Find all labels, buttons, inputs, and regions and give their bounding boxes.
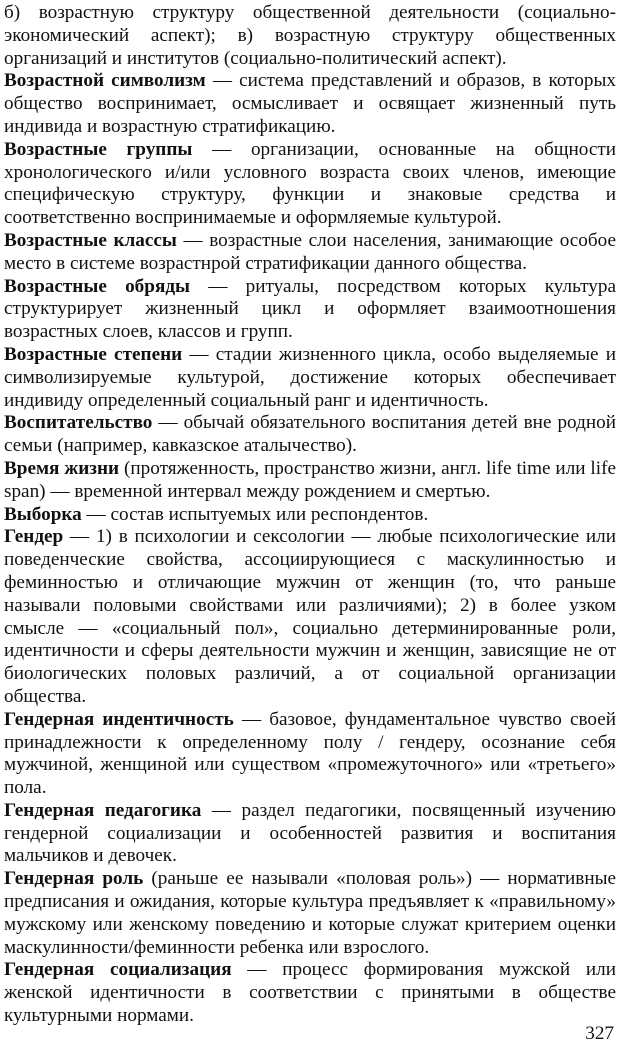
entry-fosterage xyxy=(4,412,616,458)
entry-term: Гендер xyxy=(4,526,64,548)
entry-term: Возрастные группы xyxy=(4,138,193,160)
entry-term: Время жизни xyxy=(4,457,120,479)
entry-age-classes xyxy=(4,230,616,276)
entry-term: Возрастные степени xyxy=(4,343,183,365)
continuation-paragraph: б) возрастную структуру общественной деятельности (социально-экономический аспект); в) возрастную структуру общественных организаций и институтов (социально-политический аспект). xyxy=(4,2,616,69)
entry-term: Гендерная педагогика xyxy=(4,799,202,821)
entry-gender-pedagogy xyxy=(4,800,616,868)
entry-term: Гендерная индентичность xyxy=(4,708,234,730)
entry-age-rites xyxy=(4,276,616,344)
entry-term: Возрастные классы xyxy=(4,229,177,251)
entry-age-symbolism xyxy=(4,70,616,138)
entry-term: Гендерная роль xyxy=(4,868,144,890)
entry-term: Возрастные обряды xyxy=(4,275,191,297)
entry-term: Возрастной символизм xyxy=(4,70,206,92)
entry-definition: — ритуалы, посредством которых культура структурирует жизненный цикл и оформляет взаимоотношения возрастных слоев, классов и групп. xyxy=(4,275,616,343)
entry-age-groups xyxy=(4,139,616,230)
entry-definition: — процесс формирования мужской или женской идентичности в соответствии с принятыми в обществе культурными нормами. xyxy=(4,959,617,1027)
entry-gender-identity xyxy=(4,709,616,800)
entry-definition: — 1) в психологии и сексологии — любые психологические или поведенческие свойства, ассоциирующиеся с маскулинностью и феминностью и отличающие мужчин от женщин (то, что раньше называли половыми свойствами или различиями); 2) в более узком смысле — «социальный пол», социально детерминированные роли, идентичности и сферы деятельности мужчин и женщин, зависящие не от биологических половых различий, а от социальной организации общества. xyxy=(4,526,616,707)
entry-definition: — система представлений и образов, в которых общество воспринимает, осмысливает и освящает жизненный путь индивида и возрастную стратификацию. xyxy=(4,70,616,137)
entry-definition: — базовое, фундаментальное чувство своей принадлежности к определенному полу / гендеру, осознание себя мужчиной, женщиной или существом «промежуточного» или «третьего» пола. xyxy=(4,708,616,799)
entry-definition: — обычай обязательного воспитания детей вне родной семьи (например, кавказское аталычество). xyxy=(4,412,616,457)
dictionary-page-text xyxy=(4,2,616,1028)
entry-term: Воспитательство xyxy=(4,412,153,434)
entry-definition: — возрастные слои населения, занимающие особое место в системе возрастнрой стратификации данного общества. xyxy=(4,229,617,274)
page-number: 327 xyxy=(585,1023,614,1044)
entry-gender-role xyxy=(4,868,616,959)
entry-definition: — состав испытуемых или респондентов. xyxy=(81,503,429,525)
entry-gender xyxy=(4,526,616,708)
entry-sample xyxy=(4,504,616,527)
entry-gender-socialization xyxy=(4,959,616,1027)
entry-definition: — стадии жизненного цикла, особо выделяемые и символизируемые культурой, достижение которых обеспечивает индивиду определенный социальный ранг и идентичность. xyxy=(4,343,616,411)
entry-definition: (раньше ее называли «половая роль») — нормативные предписания и ожидания, которые культура предъявляет к «правильному» мужскому или женскому поведению и которые служат критерием оценки маскулинности/феминности ребенка или взрослого. xyxy=(4,868,617,958)
entry-definition: — организации, основанные на общности хронологического и/или условного возраста своих членов, имеющие специфическую структуру, функции и знаковые средства и соответственно воспринимаемые и оформляемые культурой. xyxy=(4,138,616,229)
entry-definition: (протяженность, пространство жизни, англ. life time или life span) — временной интервал между рождением и смертью. xyxy=(4,457,616,502)
entry-life-time xyxy=(4,458,616,504)
entry-age-grades xyxy=(4,344,616,412)
entry-term: Гендерная социализация xyxy=(4,959,232,981)
entry-definition: — раздел педагогики, посвященный изучению гендерной социализации и особенностей развития и воспитания мальчиков и девочек. xyxy=(4,799,616,867)
entry-term: Выборка xyxy=(4,503,82,525)
